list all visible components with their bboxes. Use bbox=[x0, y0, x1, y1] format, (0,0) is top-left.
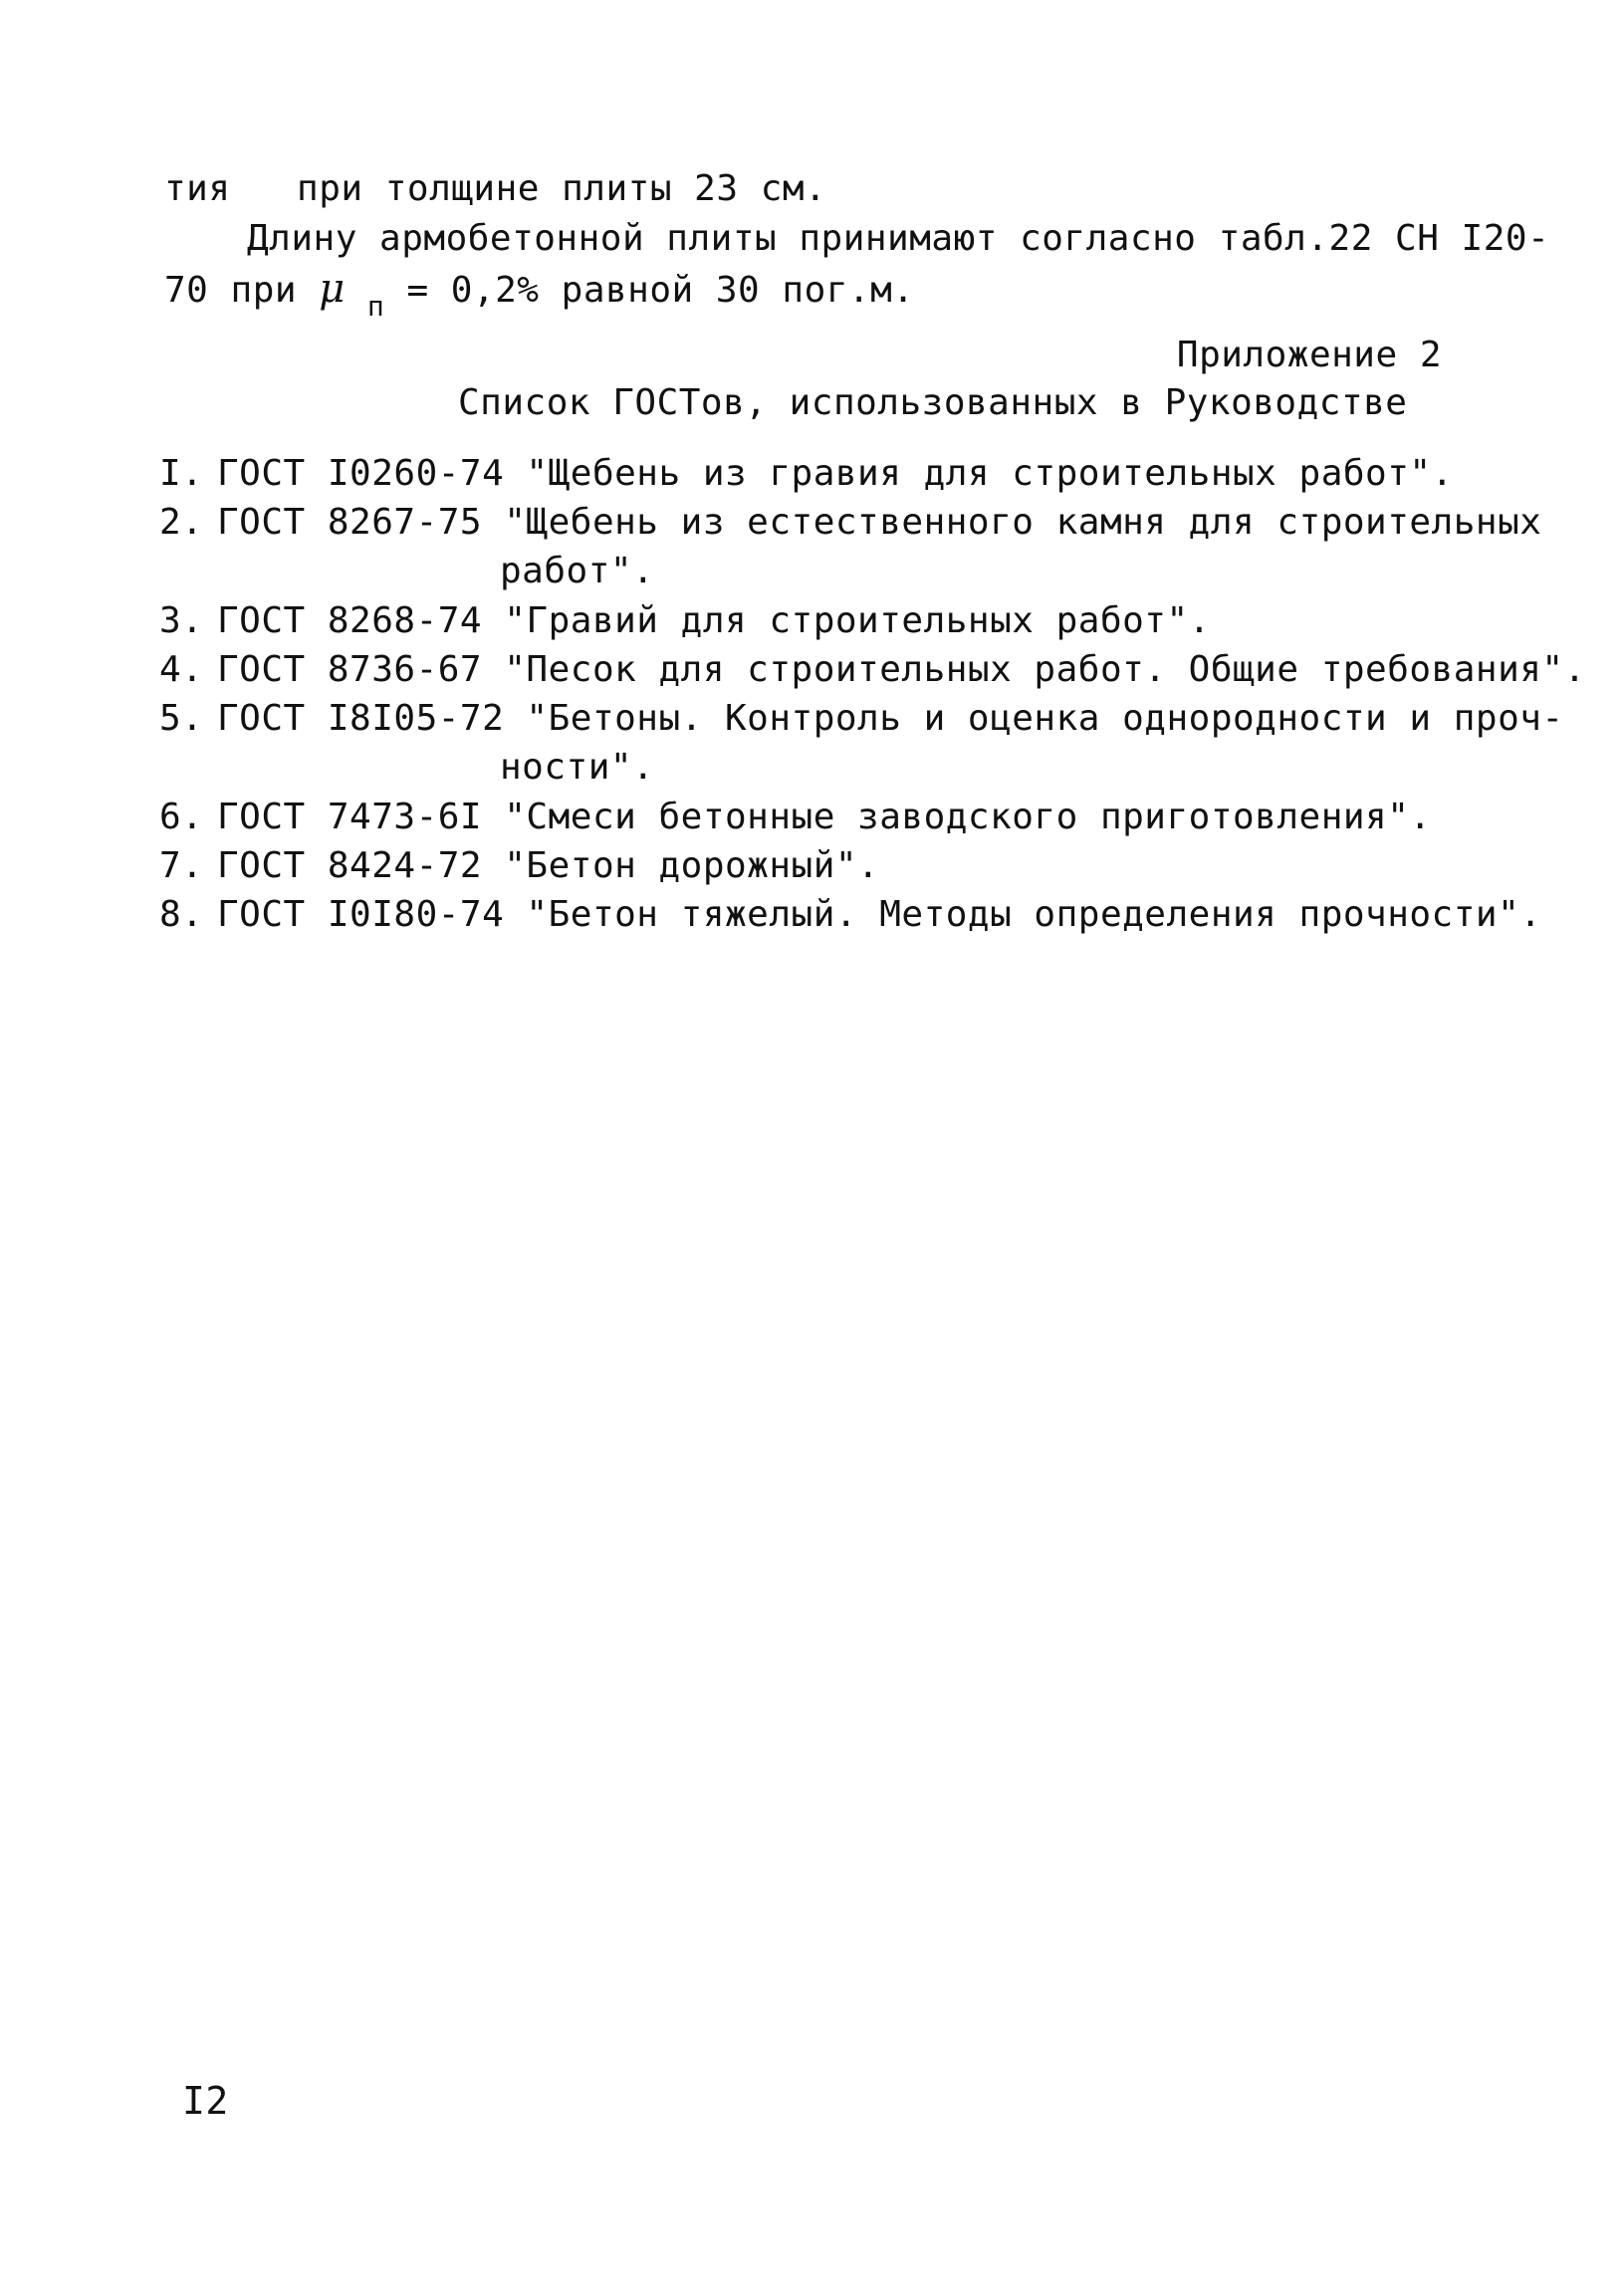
paragraph-line-2: Длину армобетонной плиты принимают согласно табл.22 СН I20- bbox=[247, 218, 1550, 259]
list-item-text: ГОСТ I8I05-72 "Бетоны. Контроль и оценка однородности и проч- bbox=[217, 698, 1564, 739]
line3-before: 70 при bbox=[164, 270, 320, 311]
list-item-number: 8. bbox=[159, 894, 204, 935]
list-item-text: ГОСТ 8424-72 "Бетон дорожный". bbox=[217, 845, 880, 886]
list-item-text: ГОСТ 8268-74 "Гравий для строительных работ". bbox=[217, 600, 1211, 641]
list-item-number: 4. bbox=[159, 649, 204, 690]
paragraph-line-1: тия при толщине плиты 23 см. bbox=[164, 168, 827, 209]
list-item-text: ГОСТ I0260-74 "Щебень из гравия для строительных работ". bbox=[217, 453, 1454, 494]
list-item-number: 5. bbox=[159, 698, 204, 739]
list-item-text: ГОСТ 8267-75 "Щебень из естественного камня для строительных bbox=[217, 502, 1542, 543]
appendix-label: Приложение 2 bbox=[1176, 335, 1442, 375]
list-item-number: I. bbox=[159, 453, 204, 494]
list-item-number: 3. bbox=[159, 600, 204, 641]
paragraph-line-3 bbox=[164, 266, 915, 323]
line3-after: = 0,2% равной 30 пог.м. bbox=[384, 270, 915, 311]
list-item-text: ГОСТ 7473-6I "Смеси бетонные заводского приготовления". bbox=[217, 797, 1432, 837]
page-number: I2 bbox=[182, 2079, 229, 2123]
list-item-continuation: ности". bbox=[500, 747, 655, 788]
list-item-text: ГОСТ I0I80-74 "Бетон тяжелый. Методы определения прочности". bbox=[217, 894, 1542, 935]
list-item-number: 7. bbox=[159, 845, 204, 886]
mu-subscript: п bbox=[366, 290, 385, 323]
list-item-continuation: работ". bbox=[500, 551, 655, 591]
list-item-text: ГОСТ 8736-67 "Песок для строительных работ. Общие требования". bbox=[217, 649, 1586, 690]
list-item-number: 6. bbox=[159, 797, 204, 837]
appendix-title: Список ГОСТов, использованных в Руководстве bbox=[458, 382, 1408, 423]
list-item-number: 2. bbox=[159, 502, 204, 543]
mu-symbol: μ bbox=[319, 266, 346, 312]
